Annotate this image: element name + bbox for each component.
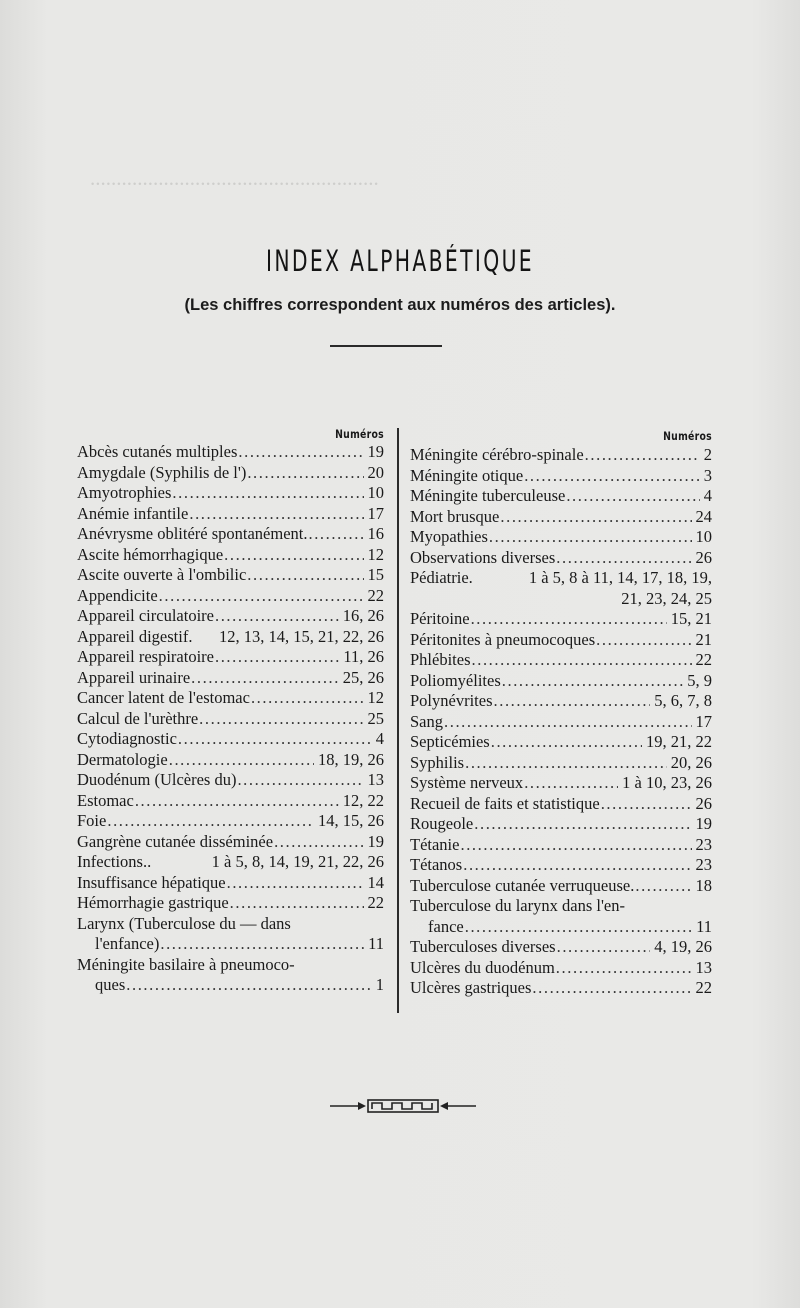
entry-term: Ulcères gastriques [410,978,532,997]
entry-term: Larynx (Tuberculose du — dans [77,913,291,933]
index-entry [77,893,384,914]
entry-term: Méningite basilaire à pneumoco- [77,954,295,974]
leader-dots [169,750,314,771]
index-list-left [77,442,384,996]
index-entry [410,527,712,548]
entry-numbers: 19 [367,831,384,851]
entry-term: Anévrysme oblitéré spontanément. [77,524,308,543]
entry-term: Ulcères du duodénum [410,957,555,977]
leader-dots [465,917,692,938]
entry-term: Abcès cutanés multiples [77,442,238,461]
entry-term: Tuberculose du larynx dans l'en- [410,896,625,915]
entry-numbers: 15, 21 [670,609,712,628]
index-entry [77,647,384,668]
leader-dots [472,650,692,671]
index-column-right [410,429,712,999]
entry-numbers: 19 [695,814,712,833]
entry-numbers: 4 [375,729,384,748]
entry-term: Anémie infantile [77,503,189,523]
entry-numbers: 19 [367,442,384,461]
index-entry [410,855,712,876]
index-entry [77,463,384,484]
entry-numbers: 17 [695,711,712,731]
index-entry [410,507,712,528]
entry-numbers: 20, 26 [670,752,712,772]
entry-numbers: 25, 26 [342,667,384,687]
entry-numbers: 13 [367,770,384,789]
index-entry [77,811,384,832]
entry-term: Méningite otique [410,465,524,485]
entry-term: Tuberculose cutanée verruqueuse. [410,875,635,895]
leader-dots [474,814,691,835]
entry-numbers: 25 [367,708,384,728]
index-entry [410,773,712,794]
entry-term: Myopathies [410,527,488,546]
leader-dots [247,463,363,484]
entry-numbers: 22 [367,585,384,605]
index-entry [410,753,712,774]
entry-numbers: 23 [695,834,712,854]
leader-dots [224,545,363,566]
index-entry [77,729,384,750]
index-list-right [410,445,712,999]
entry-numbers: 5, 9 [687,670,712,690]
entry-term: Appareil respiratoire [77,647,214,666]
entry-numbers: 10 [367,483,384,502]
index-entry [77,852,384,873]
leader-dots [489,527,692,548]
entry-term: Pédiatrie. [410,568,473,587]
leader-dots [532,978,691,999]
index-entry [77,483,384,504]
leader-dots [463,855,691,876]
leader-dots [494,691,651,712]
entry-numbers: 18 [695,875,712,895]
index-entry [77,504,384,525]
entry-term: Septicémies [410,732,490,751]
entry-numbers: 23 [695,855,712,874]
entry-numbers: 17 [367,503,384,523]
entry-term: Méningite tuberculeuse [410,486,566,505]
entry-term: Syphilis [410,752,465,772]
entry-term: fance [428,916,464,936]
entry-numbers: 21 [695,629,712,649]
leader-dots [107,811,314,832]
entry-numbers: 12 [367,688,384,707]
entry-term: Sang [410,711,443,731]
index-entry [77,832,384,853]
leader-dots [251,688,364,709]
entry-term: Péritoine [410,609,470,628]
leader-dots [596,630,691,651]
entry-term: Calcul de l'urèthre [77,708,199,728]
entry-numbers: 22 [367,893,384,912]
entry-term: Système nerveux [410,773,524,792]
index-entry [410,548,712,569]
index-entry [77,545,384,566]
entry-term: Amyotrophies [77,483,172,502]
page-subtitle: (Les chiffres correspondent aux numéros des articles). [184,296,616,314]
entry-numbers: 12, 22 [342,790,384,810]
index-entry [410,609,712,630]
index-entry [77,750,384,771]
index-entry [77,627,384,648]
index-entry [77,791,384,812]
leader-dots [126,975,372,996]
entry-numbers: 1 à 5, 8 à 11, 14, 17, 18, 19, [528,568,712,587]
entry-numbers: 18, 19, 26 [318,749,384,769]
entry-numbers: 19, 21, 22 [646,732,712,751]
entry-term: Méningite cérébro-spinale [410,445,584,464]
leader-dots [189,504,363,525]
entry-numbers: 24 [695,506,712,526]
leader-dots [460,835,691,856]
leader-dots [238,442,363,463]
index-entry [410,650,712,671]
entry-term: Gangrène cutanée disséminée [77,831,274,851]
leader-dots [500,507,691,528]
end-ornament [328,1097,478,1115]
entry-numbers: 14 [367,872,384,892]
index-entry [410,568,712,589]
entry-term: Dermatologie [77,749,168,769]
entry-numbers: 15 [367,565,384,584]
entry-numbers: 3 [703,465,712,485]
entry-term: Appareil urinaire [77,667,191,687]
leader-dots [557,937,651,958]
entry-numbers: 14, 15, 26 [318,811,384,830]
entry-numbers: 12 [367,544,384,564]
leader-dots [178,729,372,750]
index-entry [77,606,384,627]
entry-term: Amygdale (Syphilis de l') [77,462,247,482]
leader-dots [465,753,667,774]
entry-term: Estomac [77,790,134,810]
leader-dots [172,483,363,504]
leader-dots [247,565,363,586]
entry-term: ques [95,975,126,994]
index-entry [410,732,712,753]
index-entry [77,914,384,935]
index-entry [77,586,384,607]
page-title: INDEX ALPHABÉTIQUE [265,244,535,278]
index-entry [77,442,384,463]
entry-term: Recueil de faits et statistique [410,793,600,813]
entry-term: Appareil digestif. [77,626,193,646]
entry-numbers: 21, 23, 24, 25 [621,588,712,608]
leader-dots [556,958,692,979]
leader-dots [491,732,642,753]
entry-term: Tétanos [410,855,463,874]
entry-numbers: 1 [375,975,384,994]
entry-term: Mort brusque [410,506,500,526]
index-entry [410,896,712,917]
index-entry [410,794,712,815]
entry-term: Cancer latent de l'estomac [77,688,250,707]
leader-dots [524,466,700,487]
entry-term: Appendicite [77,585,158,605]
entry-term: Hémorrhagie gastrique [77,893,229,912]
entry-numbers: 11 [368,934,384,953]
index-entry [77,524,384,545]
index-entry [77,975,384,996]
entry-term: Polynévrites [410,691,493,710]
entry-term: Infections.. [77,852,152,871]
entry-numbers: 12, 13, 14, 15, 21, 22, 26 [219,626,384,646]
leader-dots [274,832,363,853]
index-entry [77,955,384,976]
entry-term: Poliomyélites [410,670,501,690]
index-entry [410,814,712,835]
leader-dots [230,893,364,914]
leader-dots [566,486,699,507]
leader-dots [471,609,667,630]
index-column-left [77,427,384,996]
entry-term: Insuffisance hépatique [77,872,226,892]
index-entry [410,917,712,938]
bleed-through-text: ....................................................... [90,166,379,190]
entry-numbers: 5, 6, 7, 8 [654,691,712,710]
entry-term: Tuberculoses diverses [410,937,556,956]
entry-numbers: 11, 26 [343,647,384,666]
index-entry [410,486,712,507]
entry-term: Cytodiagnostic [77,729,177,748]
index-entry [77,709,384,730]
column-header-left: Numéros [335,427,384,441]
leader-dots [444,712,692,733]
leader-dots [524,773,618,794]
entry-numbers: 4, 19, 26 [654,937,712,956]
leader-dots [227,873,364,894]
leader-dots [601,794,692,815]
index-entry [77,934,384,955]
leader-dots [635,876,691,897]
index-entry [410,978,712,999]
index-entry [410,630,712,651]
entry-numbers: 1 à 10, 23, 26 [622,773,712,792]
index-entry [410,712,712,733]
entry-term: Péritonites à pneumocoques [410,629,596,649]
leader-dots [237,770,363,791]
index-entry [410,691,712,712]
entry-term: Foie [77,811,107,830]
leader-dots [135,791,339,812]
entry-numbers: 1 à 5, 8, 14, 19, 21, 22, 26 [211,852,384,871]
entry-term: Ascite ouverte à l'ombilic [77,565,247,584]
entry-term: Appareil circulatoire [77,606,214,625]
index-entry [410,876,712,897]
leader-dots [215,647,339,668]
entry-term: Ascite hémorrhagique [77,544,224,564]
leader-dots [159,586,364,607]
entry-term: Phlébites [410,650,471,669]
leader-dots [199,709,363,730]
entry-numbers: 22 [695,650,712,669]
index-entry [410,937,712,958]
index-entry [77,668,384,689]
entry-numbers: 2 [703,445,712,464]
leader-dots [215,606,339,627]
column-divider [397,428,399,1013]
entry-term: Observations diverses [410,547,556,567]
leader-dots [191,668,339,689]
index-entry [77,770,384,791]
index-entry [410,958,712,979]
index-entry [77,565,384,586]
column-header-right: Numéros [663,429,712,443]
entry-numbers: 16, 26 [342,606,384,625]
title-rule [330,345,442,347]
index-entry [77,688,384,709]
index-entry [410,589,712,610]
index-entry [410,445,712,466]
leader-dots [308,524,363,545]
entry-numbers: 16 [367,524,384,543]
entry-term: Duodénum (Ulcères du) [77,770,237,789]
entry-numbers: 26 [695,793,712,813]
index-entry [410,835,712,856]
entry-numbers: 13 [695,957,712,977]
index-entry [410,671,712,692]
leader-dots [585,445,700,466]
entry-term: Tétanie [410,834,460,854]
index-entry [77,873,384,894]
entry-term: l'enfance) [95,934,160,953]
entry-numbers: 20 [367,462,384,482]
entry-numbers: 22 [695,978,712,997]
index-entry [410,466,712,487]
entry-numbers: 26 [695,547,712,567]
entry-numbers: 10 [695,527,712,546]
entry-numbers: 4 [703,486,712,505]
entry-term: Rougeole [410,814,474,833]
leader-dots [556,548,691,569]
leader-dots [160,934,364,955]
leader-dots [502,671,684,692]
entry-numbers: 11 [696,916,712,936]
